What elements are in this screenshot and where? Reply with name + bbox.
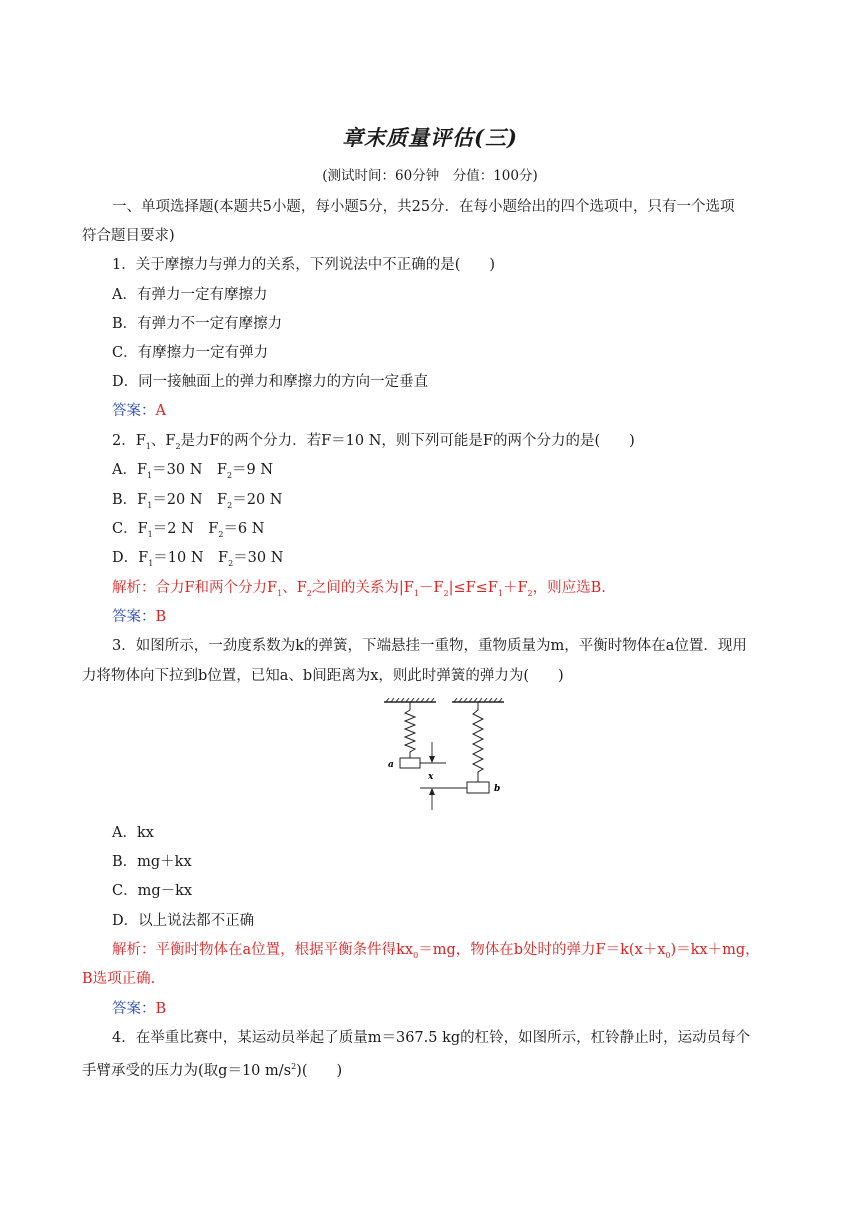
label-x: x <box>428 772 434 782</box>
question-1-option-a: A．有弹力一定有摩擦力 <box>112 287 268 303</box>
section-heading: 一、单项选择题(本题共5小题，每小题5分，共25分．在每小题给出的四个选项中，只有一个选项 <box>112 199 735 215</box>
question-1-option-d: D．同一接触面上的弹力和摩擦力的方向一定垂直 <box>112 374 429 390</box>
answer-label: 答案： <box>112 403 156 419</box>
question-2-stem: 2．$F_1$、$F_2$是力F的两个分力．若F＝10 N，则下列可能是F的两个分力的是( ) <box>112 433 635 451</box>
answer-value: B <box>155 609 167 625</box>
question-2-option-b: B．$F_1=20$ N $F_2=20$ N <box>112 492 283 510</box>
question-1-option-c: C．有摩擦力一定有弹力 <box>112 345 269 361</box>
question-1-option-b: B．有弹力不一定有摩擦力 <box>112 316 283 332</box>
question-3-analysis: 解析：平衡时物体在a位置，根据平衡条件得$kx_0=mg$，物体在b处时的弹力$F=k(x+x_0)=kx+mg$， <box>112 942 760 960</box>
question-3-option-c: C．mg－kx <box>112 883 193 899</box>
question-3-analysis-cont: B选项正确. <box>82 971 156 987</box>
question-2-option-c: C．$F_1=2$ N $F_2=6$ N <box>112 521 265 539</box>
question-2-option-a: A．$F_1=30$ N $F_2=9$ N <box>112 462 274 480</box>
answer-label: 答案： <box>112 1001 156 1017</box>
question-4-stem-cont: 手臂承受的压力为(取g＝10 $m/s^2$)( ) <box>82 1062 343 1079</box>
question-3-stem: 3．如图所示，一劲度系数为k的弹簧，下端悬挂一重物，重物质量为m，平衡时物体在a位置．现用 <box>112 638 747 654</box>
question-1-stem: 1．关于摩擦力与弹力的关系，下列说法中不正确的是( ) <box>112 257 496 273</box>
answer-label: 答案： <box>112 609 156 625</box>
question-3-answer <box>112 999 166 1019</box>
page-title: 章末质量评估(三) <box>342 125 518 150</box>
page-subtitle: (测试时间：60分钟 分值：100分) <box>322 168 538 184</box>
question-3-option-b: B．mg＋kx <box>112 854 192 870</box>
answer-value: B <box>155 1001 167 1017</box>
question-2-option-d: D．$F_1=10$ N $F_2=30$ N <box>112 550 284 568</box>
question-3-stem-cont: 力将物体向下拉到b位置，已知a、b间距离为x，则此时弹簧的弹力为( ) <box>82 668 564 684</box>
spring-figure <box>376 698 516 814</box>
question-4-stem: 4．在举重比赛中，某运动员举起了质量m＝367.5 kg的杠铃，如图所示，杠铃静止时，运动员每个 <box>112 1030 751 1046</box>
label-b: b <box>494 784 501 794</box>
label-a: a <box>388 760 394 770</box>
question-1-answer <box>112 401 166 421</box>
question-3-option-a: A．kx <box>112 825 154 841</box>
answer-value: A <box>155 403 166 419</box>
section-heading-cont: 符合题目要求) <box>82 228 175 244</box>
question-2-answer <box>112 607 166 627</box>
question-3-option-d: D．以上说法都不正确 <box>112 913 255 929</box>
question-2-analysis: 解析：合力F和两个分力$F_1$、$F_2$之间的关系为$|F_1-F_2|\le F\le F_1+F_2$，则应选B. <box>112 580 606 598</box>
